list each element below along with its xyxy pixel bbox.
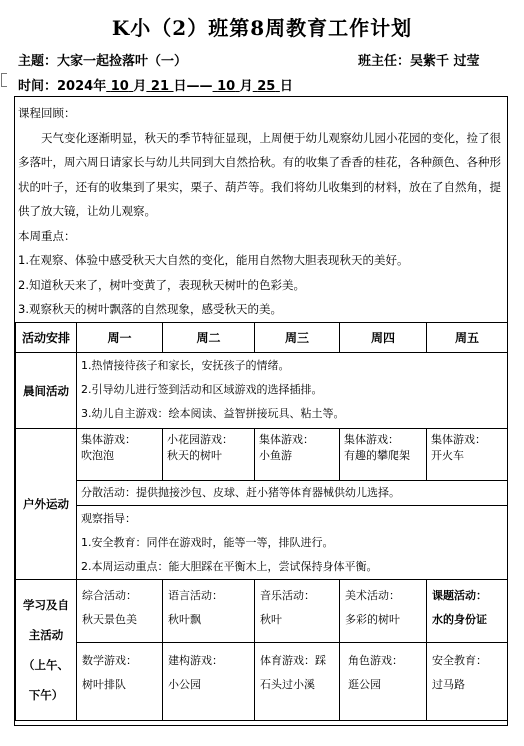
time-start-day: 21 [150, 79, 169, 94]
study-fri-2: 安全教育： 过马路 [427, 643, 508, 721]
guide-line-1: 1.安全教育：同伴在游戏时，能等一等，排队进行。 [81, 536, 334, 549]
outdoor-game-thu: 集体游戏： 有趣的攀爬架 [340, 429, 427, 481]
morning-line-1: 1.热情接待孩子和家长，安抚孩子的情绪。 [81, 359, 290, 372]
study-fri-1: 课题活动： 水的身份证 [427, 580, 508, 643]
day-header-row [16, 323, 508, 353]
focus-label: 本周重点： [18, 228, 76, 243]
time-day-unit-1: 日 [173, 79, 187, 94]
time-month-unit-2: 月 [239, 79, 253, 94]
day-mon: 周一 [77, 323, 163, 353]
teacher-line [358, 50, 480, 69]
time-start-month: 10 [110, 79, 129, 94]
outdoor-label: 户外运动 [16, 429, 77, 580]
guide-label: 观察指导： [81, 512, 136, 525]
day-tue: 周二 [163, 323, 255, 353]
time-separator: —— [186, 79, 213, 94]
theme-line [18, 50, 187, 69]
study-mon-2: 数学游戏： 树叶排队 [77, 643, 163, 721]
focus-item-1: 1.在观察、体验中感受秋天大自然的变化，能用自然物大胆表现秋天的美好。 [18, 253, 409, 267]
corner-cell: 活动安排 [16, 323, 77, 353]
outdoor-game-mon: 集体游戏： 吹泡泡 [77, 429, 163, 481]
time-end-day: 25 [257, 79, 276, 94]
study-thu-2: 角色游戏： 逛公园 [340, 643, 427, 721]
outdoor-game-fri: 集体游戏： 开火车 [427, 429, 508, 481]
morning-content [77, 353, 508, 429]
outdoor-split: 分散活动：提供抛接沙包、皮球、赶小猪等体育器械供幼儿选择。 [77, 481, 508, 506]
day-fri: 周五 [427, 323, 508, 353]
guide-line-2: 2.本周运动重点：能大胆踩在平衡木上，尝试保持身体平衡。 [81, 560, 378, 573]
focus-item-2: 2.知道秋天来了，树叶变黄了，表现秋天树叶的色彩美。 [18, 277, 305, 292]
focus-item-3: 3.观察秋天的树叶飘落的自然现象，感受秋天的美。 [18, 302, 282, 316]
study-row-1 [16, 580, 508, 643]
time-day-unit-2: 日 [279, 79, 293, 94]
morning-line-3: 3.幼儿自主游戏：绘本阅读、益智拼接玩具、粘土等。 [81, 407, 345, 420]
outdoor-guide-row [16, 506, 508, 580]
morning-label: 晨间活动 [16, 353, 77, 429]
theme-value: 大家一起捡落叶（一） [57, 54, 188, 69]
time-label: 时间： [18, 79, 58, 94]
time-month-unit-1: 月 [133, 79, 147, 94]
day-wed: 周三 [255, 323, 340, 353]
study-row-2 [16, 643, 508, 721]
morning-row [16, 353, 508, 429]
time-year: 2024年 [57, 79, 107, 94]
morning-line-2: 2.引导幼儿进行签到活动和区域游戏的选择插排。 [81, 383, 323, 396]
margin-bracket [1, 73, 7, 87]
outdoor-split-row [16, 481, 508, 506]
study-tue-2: 建构游戏： 小公园 [163, 643, 255, 721]
review-paragraph: 天气变化逐渐明显，秋天的季节特征显现，上周便于幼儿观察幼儿园小花园的变化，捡了很多落叶，周六周日请家长与幼儿共同到大自然拾秋。有的收集了香香的桂花，各种颜色、各种形状的叶子，还有的收集到了果实，栗子、葫芦等。我们将幼儿收集到的材料，放在了自然角，提供了放大镜，让幼儿观察。 [18, 130, 501, 218]
study-mon-1: 综合活动： 秋天景色美 [77, 580, 163, 643]
review-label: 课程回顾： [18, 106, 76, 120]
study-thu-1: 美术活动： 多彩的树叶 [340, 580, 427, 643]
study-wed-2: 体育游戏：踩 石头过小溪 [255, 643, 340, 721]
study-tue-1: 语言活动： 秋叶飘 [163, 580, 255, 643]
teacher-value: 吴紫千 过莹 [410, 54, 480, 69]
theme-label: 主题： [18, 54, 58, 69]
outdoor-games-row [16, 429, 508, 481]
outdoor-game-tue: 小花园游戏： 秋天的树叶 [163, 429, 255, 481]
study-label: 学习及自 主活动 （上午、 下午） [16, 580, 77, 721]
time-line [18, 75, 293, 94]
outdoor-guide [77, 506, 508, 580]
teacher-label: 班主任： [358, 54, 411, 69]
study-wed-1: 音乐活动： 秋叶 [255, 580, 340, 643]
outdoor-game-wed: 集体游戏： 小鱼游 [255, 429, 340, 481]
page-title: K小（2）班第8周教育工作计划 [111, 16, 413, 40]
course-review [18, 101, 504, 322]
schedule-table [15, 322, 508, 721]
day-thu: 周四 [340, 323, 427, 353]
time-end-month: 10 [217, 79, 236, 94]
